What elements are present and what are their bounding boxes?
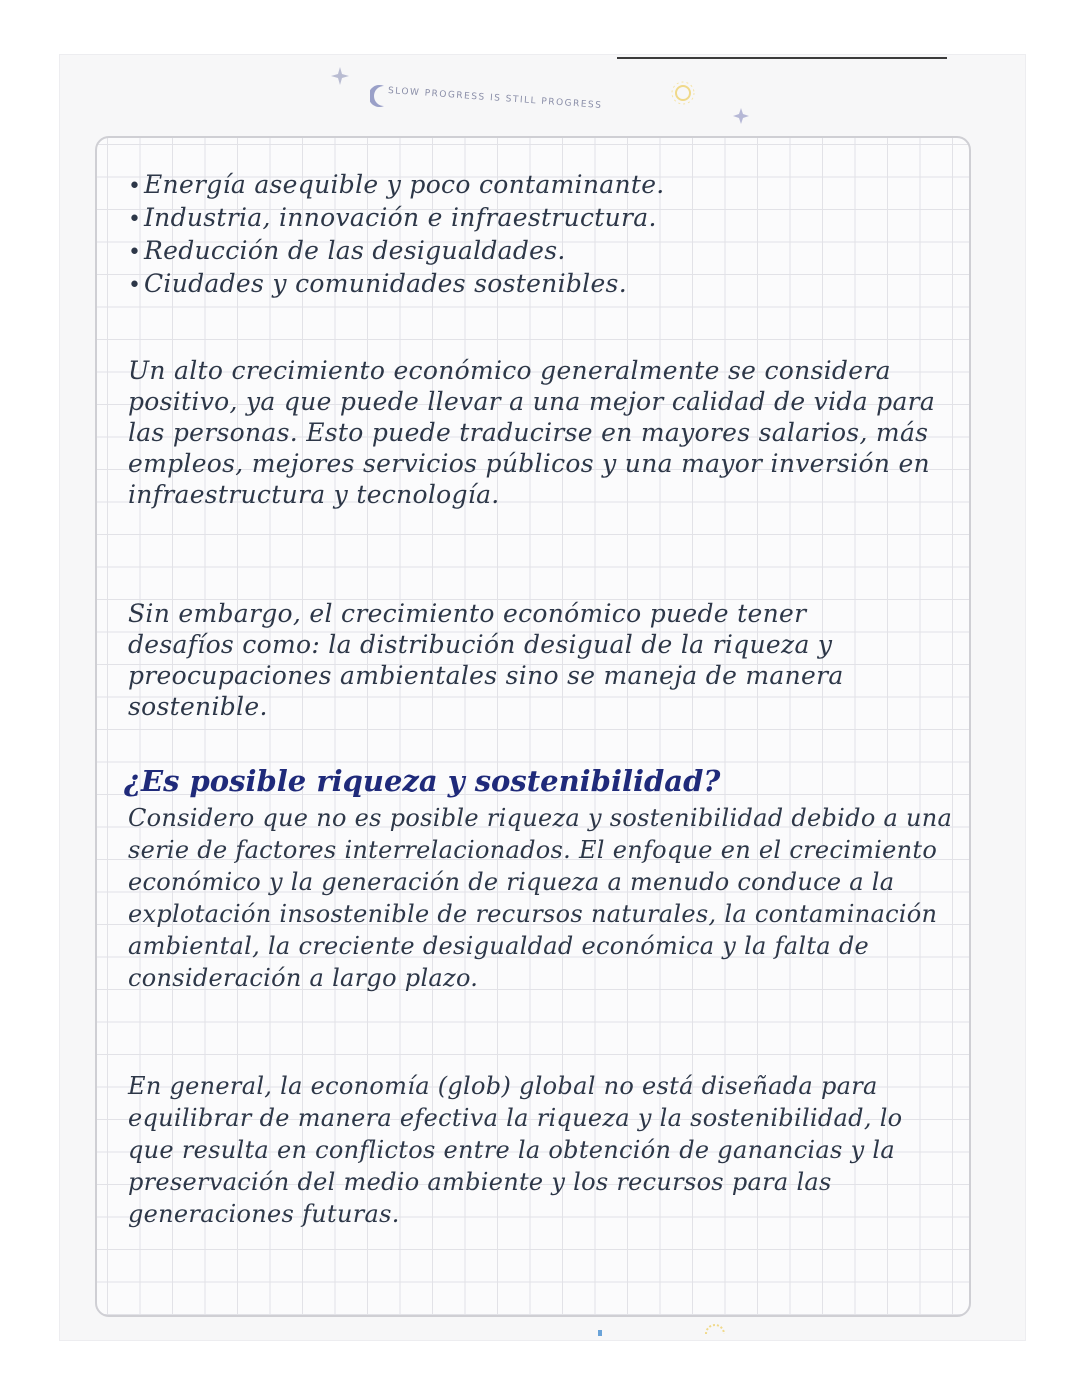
footer-sun-icon [704, 1322, 726, 1336]
sparkle-icon [330, 66, 350, 86]
section-heading: ¿Es posible riqueza y sostenibilidad? [124, 764, 721, 798]
list-item: • Industria, innovación e infraestructura. [128, 203, 657, 232]
paragraph-challenges: Sin embargo, el crecimiento económico puede tener desafíos como: la distribución desigual de la riqueza y preocupaciones ambientales sino se maneja de manera sostenible. [128, 599, 844, 721]
header-motto: SLOW PROGRESS IS STILL PROGRESS [387, 86, 603, 111]
list-item: • Reducción de las desigualdades. [128, 236, 566, 265]
list-item: • Energía asequible y poco contaminante. [128, 170, 665, 199]
paragraph-growth: Un alto crecimiento económico generalmente se considera positivo, ya que puede llevar a una mejor calidad de vida para las personas. Esto puede traducirse en mayores salarios, más empleos, mejores servicios públicos y una mayor inversión en infraestructura y tecnología. [128, 356, 936, 509]
footer-mark-arrow [598, 1330, 602, 1336]
sun-icon [670, 80, 696, 106]
paragraph-opinion: Considero que no es posible riqueza y sostenibilidad debido a una serie de factores interrelacionados. El enfoque en el crecimiento económico y la generación de riqueza a menudo conduce a la explotación insostenible de recursos naturales, la contaminación ambiental, la creciente desigualdad económica y la falta de consideración a largo plazo. [128, 804, 953, 992]
bullet-text: Reducción de las desigualdades. [144, 236, 566, 265]
bullet-list [128, 170, 958, 302]
list-item: • Ciudades y comunidades sostenibles. [128, 269, 627, 298]
bullet-text: Ciudades y comunidades sostenibles. [144, 269, 627, 298]
moon-icon [370, 84, 388, 108]
paragraph-conclusion: En general, la economía (glob) global no está diseñada para equilibrar de manera efectiva la riqueza y la sostenibilidad, lo que resulta en conflictos entre la obtención de ganancias y la preservación del medio ambiente y los recursos para las generaciones futuras. [128, 1072, 903, 1228]
bullet-text: Industria, innovación e infraestructura. [144, 203, 657, 232]
top-divider-line [617, 57, 947, 59]
bullet-text: Energía asequible y poco contaminante. [144, 170, 665, 199]
star-icon [733, 108, 749, 124]
